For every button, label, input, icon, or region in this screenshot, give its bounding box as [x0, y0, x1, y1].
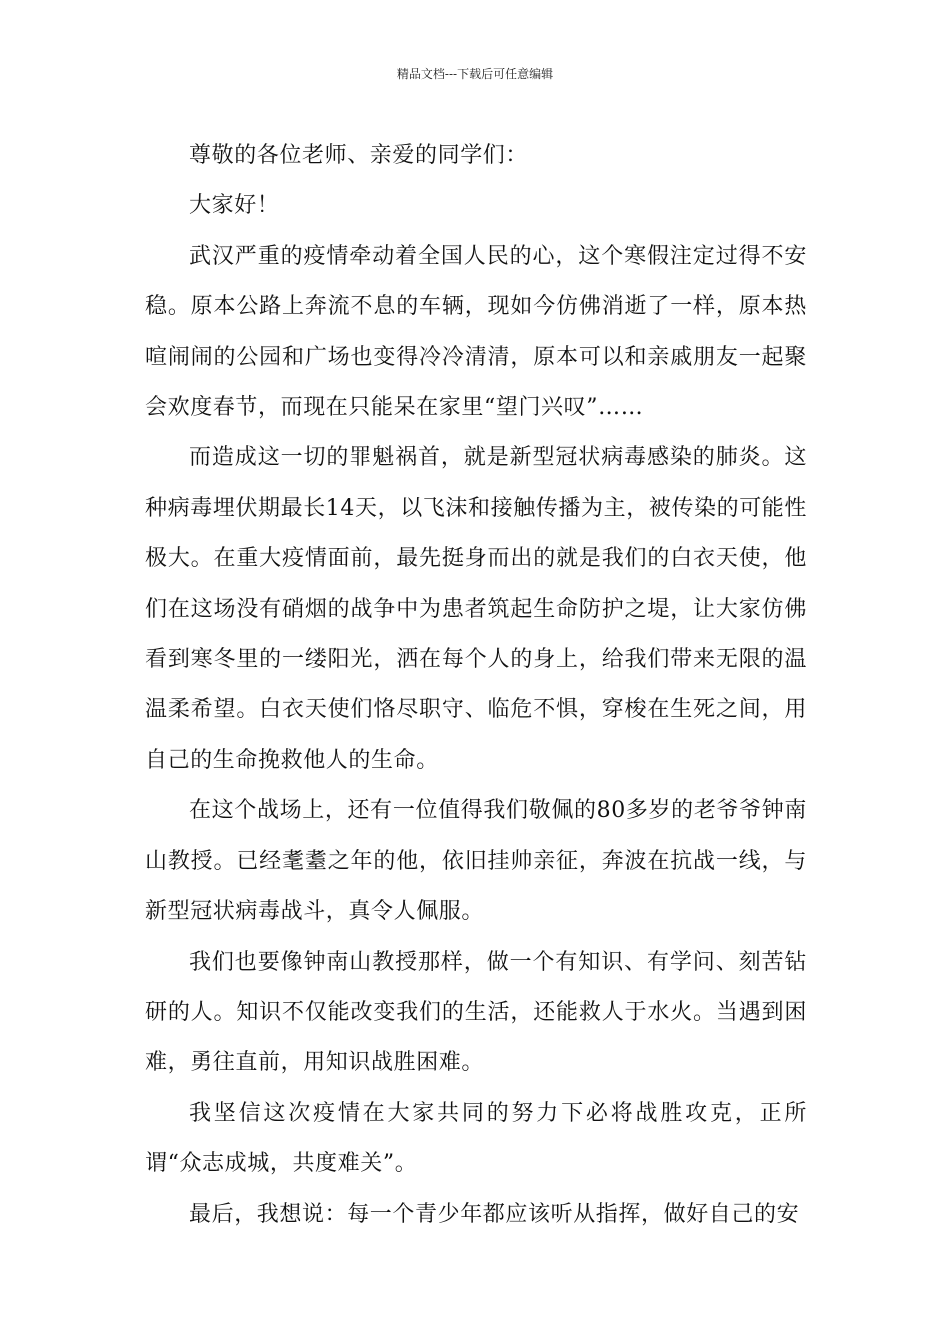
paragraph: 我坚信这次疫情在大家共同的努力下必将战胜攻克，正所谓“众志成城，共度难关”。 [145, 1100, 807, 1177]
paragraph: 武汉严重的疫情牵动着全国人民的心，这个寒假注定过得不安稳。原本公路上奔流不息的车辆，现如今仿佛消逝了一样，原本热喧闹闹的公园和广场也变得冷冷清清，原本可以和亲戚朋友一起聚会欢度春节，而现在只能呆在家里“望门兴叹”…… [145, 243, 807, 421]
page-header: 精品文档---下载后可任意编辑 [396, 67, 554, 81]
document-body [145, 131, 807, 1240]
salutation: 尊敬的各位老师、亲爱的同学们： [189, 143, 529, 168]
paragraph: 在这个战场上，还有一位值得我们敬佩的80多岁的老爷爷钟南山教授。已经耄耋之年的他，依旧挂帅亲征，奔波在抗战一线，与新型冠状病毒战斗，真令人佩服。 [145, 798, 807, 925]
paragraph: 最后，我想说：每一个青少年都应该听从指挥，做好自己的安 [189, 1201, 800, 1227]
greeting: 大家好！ [189, 193, 280, 219]
paragraph: 我们也要像钟南山教授那样，做一个有知识、有学问、刻苦钻研的人。知识不仅能改变我们的生活，还能救人于水火。当遇到困难，勇往直前，用知识战胜困难。 [145, 949, 807, 1076]
paragraph: 而造成这一切的罪魁祸首，就是新型冠状病毒感染的肺炎。这种病毒埋伏期最长14天，以飞沫和接触传播为主，被传染的可能性极大。在重大疫情面前，最先挺身而出的就是我们的白衣天使，他们在这场没有硝烟的战争中为患者筑起生命防护之堤，让大家仿佛看到寒冬里的一缕阳光，洒在每个人的身上，给我们带来无限的温温柔希望。白衣天使们恪尽职守、临危不惧，穿梭在生死之间，用自己的生命挽救他人的生命。 [145, 445, 807, 773]
